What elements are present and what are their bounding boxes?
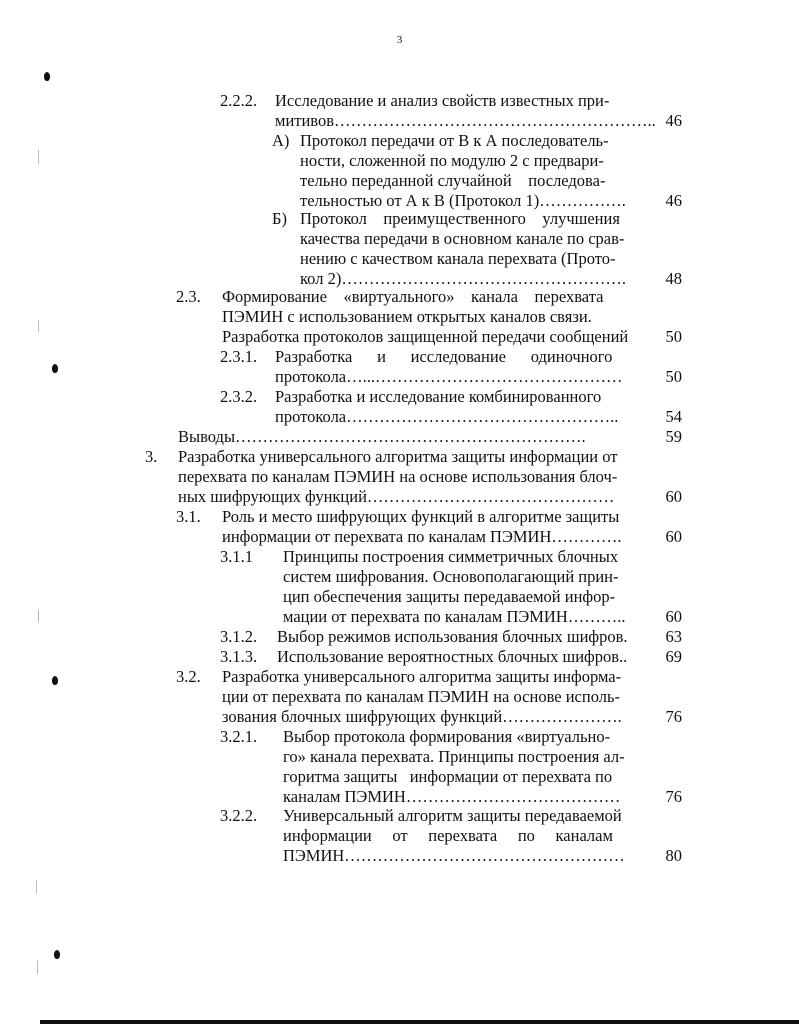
toc-entry-page: 63 bbox=[665, 627, 682, 646]
toc-entry-text: ции от перехвата по каналам ПЭМИН на основе исполь- bbox=[222, 687, 620, 706]
toc-entry-number: 3. bbox=[145, 447, 158, 466]
toc-entry-text: Протокол передачи от В к А последователь- bbox=[300, 131, 609, 150]
toc-entry-text: каналам ПЭМИН………………………………… bbox=[283, 787, 621, 806]
margin-tick bbox=[38, 320, 39, 332]
toc-entry-text: Принципы построения симметричных блочных bbox=[283, 547, 619, 566]
toc-entry-text: Разработка и исследование одиночного bbox=[275, 347, 613, 366]
toc-entry-text: Выбор протокола формирования «виртуально- bbox=[283, 727, 611, 746]
margin-tick bbox=[38, 150, 39, 164]
toc-entry-text: митивов………………………………………………….. bbox=[275, 111, 656, 130]
toc-entry-text: ПЭМИН…………………………………………… bbox=[283, 846, 625, 865]
toc-entry-text: го» канала перехвата. Принципы построения ал- bbox=[283, 747, 625, 766]
toc-entry-number: 2.2.2. bbox=[220, 91, 258, 110]
margin-tick bbox=[38, 610, 39, 622]
toc-entry-page: 60 bbox=[665, 487, 682, 506]
toc-entry-text: Роль и место шифрующих функций в алгоритме защиты bbox=[222, 507, 620, 526]
margin-mark bbox=[52, 364, 58, 373]
toc-entry-text: Формирование «виртуального» канала перехвата bbox=[222, 287, 604, 306]
toc-entry-number: 2.3.1. bbox=[220, 347, 258, 366]
toc-entry-number: 2.3.2. bbox=[220, 387, 258, 406]
toc-entry-number: 3.1.1 bbox=[220, 547, 253, 566]
toc-entry-text: Выбор режимов использования блочных шифров. bbox=[277, 627, 628, 646]
toc-entry-text: зования блочных шифрующих функций…………………. bbox=[222, 707, 622, 726]
toc-entry-page: 46 bbox=[665, 191, 682, 210]
toc-entry-number: 3.1. bbox=[176, 507, 201, 526]
toc-entry-text: Разработка универсального алгоритма защиты информации от bbox=[178, 447, 618, 466]
toc-entry-text: информации от перехвата по каналам bbox=[283, 826, 613, 845]
toc-entry-page: 46 bbox=[665, 111, 682, 130]
toc-entry-number: Б) bbox=[272, 209, 287, 228]
toc-entry-number: 3.2. bbox=[176, 667, 201, 686]
toc-entry-page: 59 bbox=[665, 427, 682, 446]
toc-entry-text: информации от перехвата по каналам ПЭМИН…………. bbox=[222, 527, 622, 546]
toc-entry-text: тельно переданной случайной последова- bbox=[300, 171, 606, 190]
margin-mark bbox=[52, 676, 58, 685]
margin-tick bbox=[36, 880, 37, 894]
toc-entry-page: 80 bbox=[665, 846, 682, 865]
toc-entry-text: Протокол преимущественного улучшения bbox=[300, 209, 620, 228]
toc-entry-text: горитма защиты информации от перехвата по bbox=[283, 767, 613, 786]
toc-entry-number: А) bbox=[272, 131, 290, 150]
toc-entry-text: ПЭМИН с использованием открытых каналов связи. bbox=[222, 307, 592, 326]
toc-entry-text: Разработка универсального алгоритма защиты информа- bbox=[222, 667, 622, 686]
toc-entry-text: Разработка протоколов защищенной передачи сообщений bbox=[222, 327, 629, 346]
toc-entry-text: протокола………………………………………….. bbox=[275, 407, 619, 426]
toc-entry-text: кол 2)……………………………………………. bbox=[300, 269, 626, 288]
toc-entry-number: 2.3. bbox=[176, 287, 201, 306]
margin-mark bbox=[44, 72, 50, 81]
toc-entry-page: 76 bbox=[665, 787, 682, 806]
toc-entry-text: цип обеспечения защиты передаваемой инфор- bbox=[283, 587, 616, 606]
toc-entry-page: 69 bbox=[665, 647, 682, 666]
toc-entry-text: Выводы………………………………………………………. bbox=[178, 427, 586, 446]
toc-entry-text: перехвата по каналам ПЭМИН на основе использования блоч- bbox=[178, 467, 618, 486]
toc-entry-page: 50 bbox=[665, 367, 682, 386]
toc-entry-text: Универсальный алгоритм защиты передаваемой bbox=[283, 806, 622, 825]
toc-entry-text: ности, сложенной по модулю 2 с предвари- bbox=[300, 151, 604, 170]
toc-entry-page: 48 bbox=[665, 269, 682, 288]
margin-tick bbox=[37, 960, 38, 974]
toc-entry-page: 60 bbox=[665, 527, 682, 546]
toc-entry-text: Разработка и исследование комбинированного bbox=[275, 387, 602, 406]
toc-entry-text: тельностью от А к В (Протокол 1)……………. bbox=[300, 191, 626, 210]
toc-entry-page: 50 bbox=[665, 327, 682, 346]
toc-entry-text: систем шифрования. Основополагающий прин- bbox=[283, 567, 619, 586]
toc-entry-text: Исследование и анализ свойств известных при- bbox=[275, 91, 610, 110]
page-number: 3 bbox=[396, 34, 403, 46]
toc-entry-number: 3.1.2. bbox=[220, 627, 258, 646]
margin-mark bbox=[54, 950, 60, 959]
toc-entry-number: 3.1.3. bbox=[220, 647, 258, 666]
toc-entry-text: Использование вероятностных блочных шифров.. bbox=[277, 647, 628, 666]
toc-entry-text: ных шифрующих функций……………………………………… bbox=[178, 487, 615, 506]
toc-entry-text: мации от перехвата по каналам ПЭМИН……….. bbox=[283, 607, 626, 626]
toc-entry-page: 54 bbox=[665, 407, 682, 426]
toc-entry-number: 3.2.2. bbox=[220, 806, 258, 825]
toc-entry-text: качества передачи в основном канале по срав- bbox=[300, 229, 625, 248]
toc-entry-page: 76 bbox=[665, 707, 682, 726]
bottom-rule bbox=[40, 1020, 799, 1024]
toc-entry-text: протокола…...……………………………………… bbox=[275, 367, 623, 386]
toc-entry-text: нению с качеством канала перехвата (Прото- bbox=[300, 249, 616, 268]
toc-entry-number: 3.2.1. bbox=[220, 727, 258, 746]
toc-entry-page: 60 bbox=[665, 607, 682, 626]
